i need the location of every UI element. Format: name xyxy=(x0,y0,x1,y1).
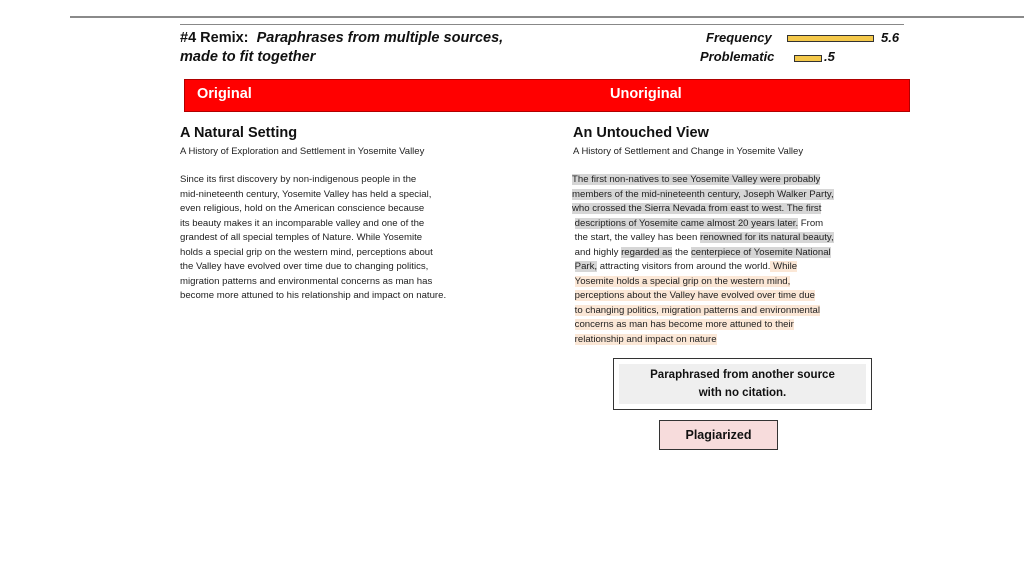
unoriginal-line: concerns as man has become more attuned to their xyxy=(574,319,794,330)
unoriginal-line: The first non-natives to see Yosemite Valley were probably xyxy=(572,174,821,185)
original-line: the Valley have evolved over time due to changing politics, xyxy=(180,261,429,272)
original-subheading: A History of Exploration and Settlement in Yosemite Valley xyxy=(180,146,425,157)
original-heading: A Natural Setting xyxy=(180,125,298,141)
note-line-1: Paraphrased from another source xyxy=(650,369,835,381)
unoriginal-line: Park, attracting visitors from around the world. While xyxy=(574,261,798,272)
original-line: become more attuned to his relationship and impact on nature. xyxy=(180,290,447,301)
unoriginal-line: relationship and impact on nature xyxy=(574,333,717,345)
original-line: holds a special grip on the western mind, perceptions about xyxy=(180,246,433,258)
frequency-value: 5.6 xyxy=(881,30,900,45)
title-prefix: #4 Remix: xyxy=(180,30,249,46)
original-line: migration patterns and environmental concerns as man has xyxy=(180,275,433,287)
problematic-value: .5 xyxy=(824,49,835,64)
unoriginal-subheading: A History of Settlement and Change in Yosemite Valley xyxy=(573,146,804,157)
original-line: mid-nineteenth century, Yosemite Valley has held a special, xyxy=(180,188,432,200)
citation-note xyxy=(619,364,866,404)
unoriginal-line: to changing politics, migration patterns and environmental xyxy=(574,304,820,316)
banner-original-label: Original xyxy=(197,86,252,102)
unoriginal-line: descriptions of Yosemite came almost 20 years later. From xyxy=(574,217,824,229)
problematic-label: Problematic xyxy=(700,49,775,64)
comparison-banner xyxy=(184,79,910,112)
original-line: Since its first discovery by non-indigenous people in the xyxy=(180,174,417,185)
citation-note-box xyxy=(613,358,872,410)
slide-title xyxy=(180,29,503,67)
note-line-2: with no citation. xyxy=(698,387,787,399)
frequency-label: Frequency xyxy=(706,30,772,45)
title-rule xyxy=(180,24,904,25)
original-text xyxy=(180,173,446,304)
original-line: grandest of all special temples of Nature. While Yosemite xyxy=(180,232,423,243)
original-line: even religious, hold on the American conscience because xyxy=(180,203,425,214)
verdict-badge: Plagiarized xyxy=(659,420,778,450)
original-line: its beauty makes it an incomparable valley and one of the xyxy=(180,217,425,229)
frequency-bar xyxy=(787,35,874,42)
unoriginal-line: who crossed the Sierra Nevada from east to west. The first xyxy=(572,203,822,214)
unoriginal-line: perceptions about the Valley have evolved over time due xyxy=(574,290,816,301)
unoriginal-text xyxy=(572,173,834,347)
title-line-1: Paraphrases from multiple sources, xyxy=(256,30,504,46)
unoriginal-line: Yosemite holds a special grip on the western mind, xyxy=(574,275,791,287)
top-rule xyxy=(70,16,1024,18)
unoriginal-heading: An Untouched View xyxy=(573,125,709,141)
title-line-2: made to fit together xyxy=(180,49,316,65)
problematic-bar xyxy=(794,55,822,62)
unoriginal-line: and highly regarded as the centerpiece of Yosemite National xyxy=(574,246,831,258)
unoriginal-line: the start, the valley has been renowned for its natural beauty, xyxy=(574,232,834,243)
unoriginal-line: members of the mid-nineteenth century, Joseph Walker Party, xyxy=(572,188,834,200)
banner-unoriginal-label: Unoriginal xyxy=(610,86,682,102)
